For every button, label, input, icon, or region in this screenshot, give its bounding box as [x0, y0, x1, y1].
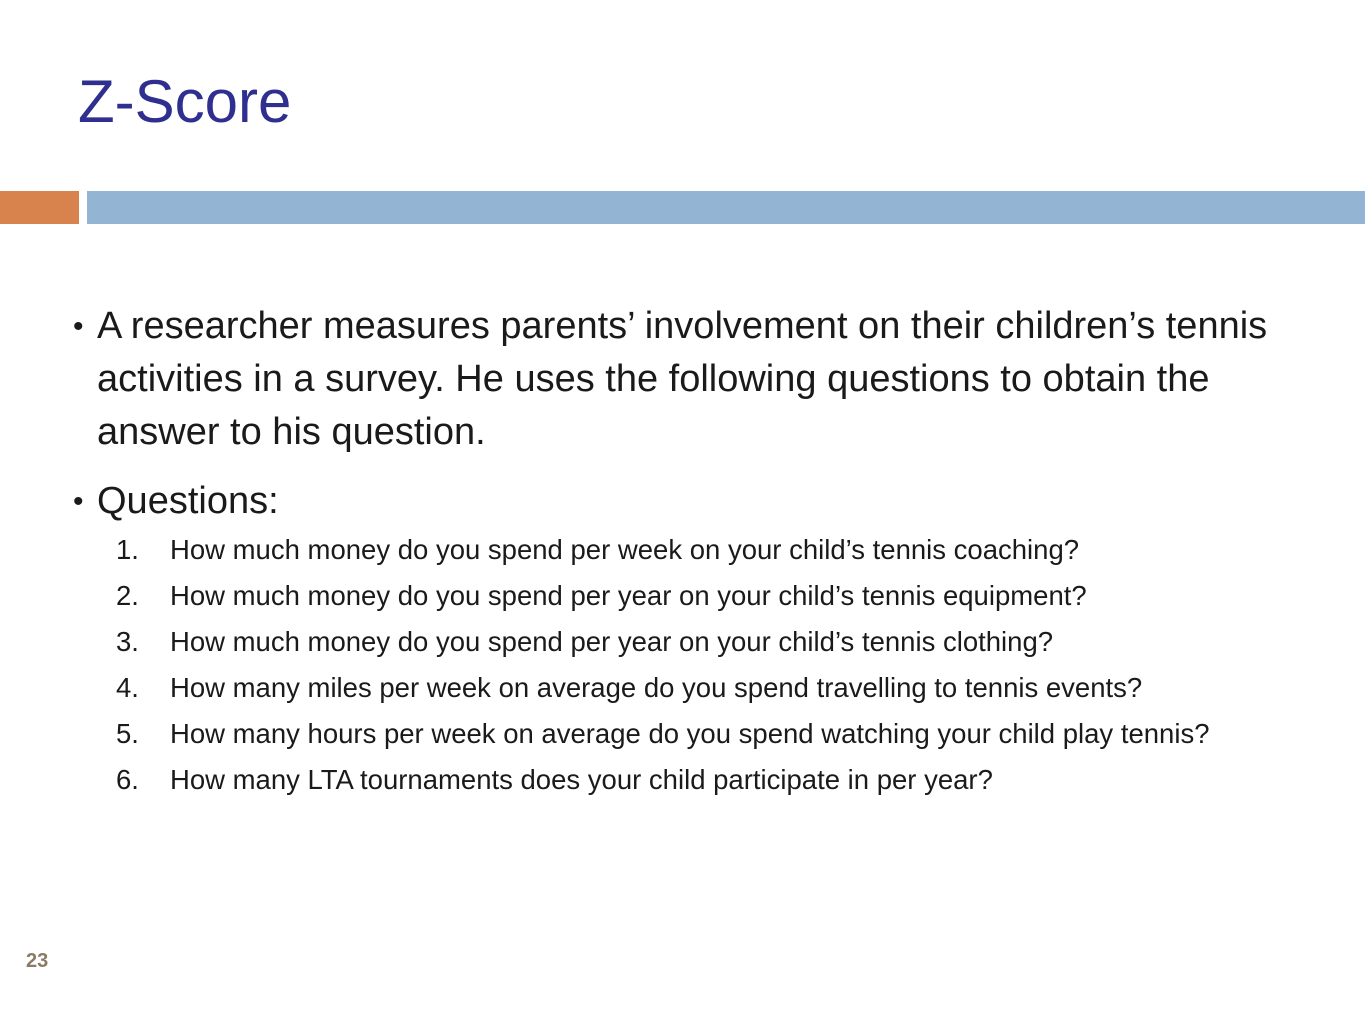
- question-text: How many miles per week on average do you spend travelling to tennis events?: [170, 672, 1143, 703]
- question-number: 1.: [116, 534, 139, 565]
- bullet-questions-heading: [0, 475, 1365, 528]
- question-number: 2.: [116, 580, 139, 611]
- question-item: [0, 718, 1365, 750]
- question-number: 6.: [116, 764, 139, 795]
- question-text: How much money do you spend per year on your child’s tennis equipment?: [170, 580, 1087, 611]
- bullet-intro: [0, 300, 1365, 459]
- bullet-dot-icon: •: [73, 310, 84, 343]
- question-number: 4.: [116, 672, 139, 703]
- question-text: How much money do you spend per week on your child’s tennis coaching?: [170, 534, 1080, 565]
- question-item: [0, 580, 1365, 612]
- questions-list: [0, 534, 1365, 796]
- question-text: How many hours per week on average do you spend watching your child play tennis?: [170, 718, 1210, 749]
- question-text: How much money do you spend per year on your child’s tennis clothing?: [170, 626, 1054, 657]
- accent-bar-blue: [87, 191, 1365, 224]
- question-number: 5.: [116, 718, 139, 749]
- question-item: [0, 534, 1365, 566]
- bullet-questions-text: Questions:: [97, 480, 279, 522]
- accent-bar-orange: [0, 191, 79, 224]
- bullet-intro-text: A researcher measures parents’ involvement on their children’s tennis activities in a survey. He uses the following questions to obtain the answer to his question.: [97, 305, 1268, 453]
- slide-body: [0, 300, 1365, 810]
- page-number: 23: [26, 950, 49, 972]
- question-item: [0, 764, 1365, 796]
- question-number: 3.: [116, 626, 139, 657]
- slide-title: Z-Score: [78, 68, 292, 135]
- bullet-dot-icon: •: [73, 485, 84, 518]
- question-text: How many LTA tournaments does your child participate in per year?: [170, 764, 993, 795]
- question-item: [0, 672, 1365, 704]
- question-item: [0, 626, 1365, 658]
